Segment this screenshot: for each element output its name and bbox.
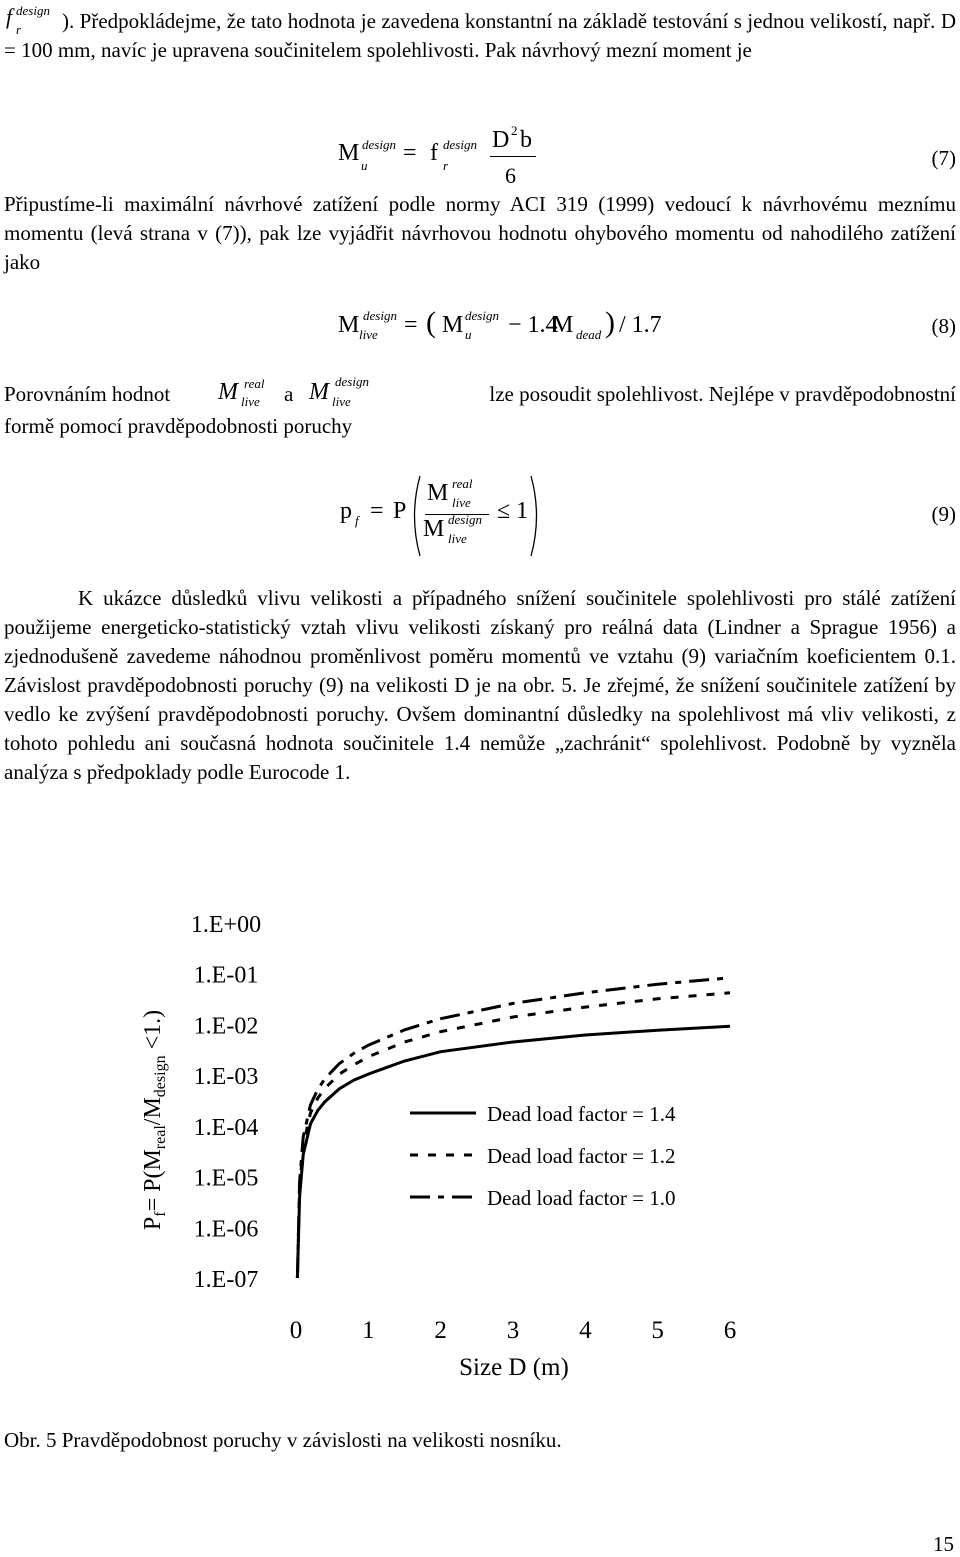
- y-tick-label: 1.E-06: [193, 1216, 259, 1243]
- series-lines: [297, 978, 730, 1278]
- legend-label: Dead load factor = 1.0: [487, 1186, 676, 1210]
- legend-label: Dead load factor = 1.2: [487, 1144, 676, 1168]
- fraction-bar: [490, 156, 536, 157]
- series-line-2: [297, 993, 730, 1278]
- y-tick-label: 1.E-07: [193, 1267, 259, 1293]
- paren-right: [528, 474, 544, 558]
- page-number: 15: [933, 1532, 954, 1556]
- x-tick-label: 4: [579, 1317, 592, 1344]
- x-tick-label: 3: [506, 1317, 520, 1344]
- x-tick-label: 2: [434, 1317, 447, 1344]
- legend: [410, 1102, 676, 1210]
- equation-label-9: (9): [931, 502, 956, 526]
- y-axis-tick-labels: [191, 912, 261, 1293]
- y-tick-label: 1.E-04: [193, 1114, 259, 1141]
- paragraph-1-text: ). Předpokládejme, že tato hodnota je zavedena konstantní na základě testování s jednou velikostí, např. D = 100 mm, navíc je upravena součinitelem spolehlivosti. Pak návrhový mezní moment je: [4, 9, 956, 62]
- paragraph-2: Připustíme-li maximální návrhové zatížení podle normy ACI 319 (1999) vedoucí k návrhovému meznímu momentu (levá strana v (7)), pak lze vyjádřit návrhovou hodnotu ohybového momentu od nahodilého zatížení jako: [4, 192, 956, 274]
- paren-left: [407, 474, 423, 558]
- x-tick-label: 0: [289, 1317, 303, 1344]
- equation-7: M design u = f design r D 2 b 6 (7): [338, 123, 956, 188]
- x-axis-tick-labels: [290, 1317, 737, 1344]
- y-tick-label: 1.E-01: [193, 962, 259, 989]
- equation-label-7: (7): [931, 146, 956, 170]
- f-design-symbol: f design r: [6, 3, 50, 37]
- y-tick-label: 1.E+00: [190, 912, 262, 938]
- paragraph-3: Porovnáním hodnot M real live a M design live lze posoudit spolehlivost. Nejlépe v pravděpodobnostní formě pomocí pravděpodobnosti poruchy: [4, 374, 956, 438]
- y-tick-label: 1.E-03: [193, 1064, 259, 1091]
- x-tick-label: 1: [362, 1317, 375, 1344]
- equation-label-8: (8): [931, 314, 956, 338]
- x-axis-label: Size D (m): [459, 1354, 569, 1381]
- series-line-3: [297, 978, 730, 1278]
- y-axis-label: $P_f= P(M_{real}/M_{design} <1.)$: [140, 1009, 169, 1231]
- x-tick-label: 5: [651, 1317, 664, 1344]
- legend-label: Dead load factor = 1.4: [487, 1102, 676, 1126]
- equation-9: p f = P M real live M design live ≤ 1 (9): [0, 470, 960, 560]
- equation-8: M design live = ( M design u − 1.4 M dead ) / 1.7 (8): [338, 306, 956, 342]
- figure-5-chart: [0, 880, 960, 1420]
- figure-caption: Obr. 5 Pravděpodobnost poruchy v závislosti na velikosti nosníku.: [4, 1428, 562, 1452]
- y-tick-label: 1.E-02: [193, 1013, 259, 1040]
- paragraph-1: [4, 2, 956, 65]
- y-tick-label: 1.E-05: [193, 1165, 259, 1192]
- paragraph-4: K ukázce důsledků vlivu velikosti a případného snížení součinitele spolehlivosti pro stálé zatížení použijeme energeticko-statistický vztah vlivu velikosti získaný pro reálná data (Lindner a Sprague 1956) a zjednodušeně zavedeme náhodnou proměnlivost poměru momentů ve vztahu (9) variačním koeficientem 0.1. Závislost pravděpodobnosti poruchy (9) na velikosti D je na obr. 5. Je zřejmé, že snížení součinitele zatížení by vedlo ke zvýšení pravděpodobnosti poruchy. Ovšem dominantní důsledky na spolehlivost má vliv velikosti, z tohoto pohledu ani současná hodnota součinitele 1.4 nemůže „zachránit“ spolehlivost. Podobně by vyzněla analýza s předpoklady podle Eurocode 1.: [4, 586, 956, 784]
- x-tick-label: 6: [723, 1317, 737, 1344]
